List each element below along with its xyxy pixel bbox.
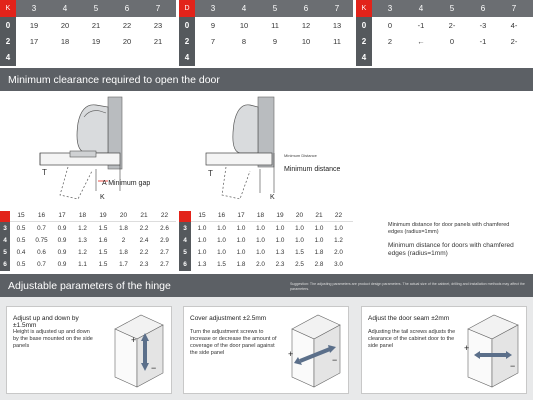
mid-table-cell: 1.0: [314, 237, 324, 244]
corner-letter: D: [184, 5, 190, 12]
mid-table-cell: 1.3: [197, 261, 207, 268]
top-table-cell: 8: [241, 37, 247, 46]
top-table-cell: 21: [153, 37, 163, 46]
mid-table-cell: 2.6: [160, 225, 169, 232]
mid-table-cell: 2.7: [160, 249, 169, 256]
mid-table-cell: 0.4: [16, 249, 26, 256]
section-title-2: Adjustable parameters of the hinge: [8, 280, 171, 292]
mid-table-cell: 2.0: [256, 261, 265, 268]
svg-text:+: +: [464, 343, 470, 353]
section-title: Minimum clearance required to open the door: [8, 74, 220, 86]
panel-desc: [190, 329, 282, 357]
panel-desc: [13, 329, 95, 350]
mid-table-cell: 2.7: [160, 261, 169, 268]
top-table-header-cell: 5: [272, 4, 278, 13]
mid-table-cell: 2.3: [139, 261, 149, 268]
panel-desc: [368, 329, 458, 350]
top-table-cell: 10: [301, 37, 311, 46]
mid-table-row-label: 3: [3, 225, 7, 232]
top-table-cell: 17: [29, 37, 39, 46]
hinge-diagram-right: [200, 93, 340, 205]
top-table-header-cell: 4: [241, 4, 247, 13]
mid-table-header-cell: 19: [276, 212, 284, 219]
mid-table-header-cell: 22: [334, 212, 343, 219]
top-table-row-label: 2: [5, 37, 11, 46]
top-table-cell: 10: [239, 21, 249, 30]
top-table-cell: -1: [479, 37, 487, 46]
top-table-row-label: 4: [5, 53, 11, 62]
mid-table-row-label: 6: [183, 261, 187, 268]
a-min-gap-label: A Minimum gap: [102, 180, 151, 187]
mid-table-row-label: 5: [3, 249, 7, 256]
top-table-row-label: 0: [361, 21, 367, 30]
top-table-cell: 7: [210, 37, 216, 46]
top-table-cell: 11: [271, 21, 279, 30]
top-table-header-cell: 5: [449, 4, 455, 13]
min-distance-label: Minimum distance: [284, 166, 340, 173]
mid-table-cell: 1.0: [256, 225, 265, 232]
svg-text:−: −: [332, 355, 338, 365]
mid-table-cell: 1.0: [236, 225, 246, 232]
mid-table-cell: 0.9: [57, 225, 67, 232]
mid-table-cell: 1.3: [78, 237, 87, 244]
mid-table-header-cell: 15: [17, 212, 25, 219]
mid-table-cell: 1.0: [334, 225, 343, 232]
top-table-header-cell: 3: [210, 4, 216, 13]
top-table-cell: 19: [29, 21, 39, 30]
mid-table-header-cell: 20: [119, 212, 128, 219]
top-table-row-label: 2: [361, 37, 367, 46]
panel-desc-text: Adjusting the tail screws adjusts the clearance of the cabinet door to the side panel: [368, 329, 456, 349]
cover-illustration: [282, 311, 346, 391]
mid-table-cell: 2.3: [275, 261, 285, 268]
note-small-text: Minimum distance for door panels with chamfered edges (radius=1mm): [388, 222, 510, 235]
panel-title-text: Adjust the door seam ±2mm: [368, 315, 450, 322]
top-table-cell: 23: [153, 21, 163, 30]
min-distance-small-label: Minimum Distance: [284, 153, 317, 158]
top-table-cell: 2: [387, 37, 393, 46]
up-down-illustration: [105, 311, 169, 391]
mid-table-header-cell: 17: [58, 212, 66, 219]
top-table-row-label: 0: [5, 21, 11, 30]
mid-table-cell: 1.0: [236, 237, 246, 244]
mid-table-header-cell: 16: [217, 212, 226, 219]
mid-table-header-cell: 18: [256, 212, 265, 219]
top-table-row-label: 4: [361, 53, 367, 62]
mid-table-cell: 2.9: [160, 237, 169, 244]
mid-table-cell: 1.0: [275, 225, 285, 232]
top-table-row-label: 2: [184, 37, 190, 46]
top-table-header-cell: 7: [511, 4, 517, 13]
t-label: T: [42, 168, 47, 177]
mid-table-header-cell: 21: [315, 212, 323, 219]
top-table-cell: 11: [333, 37, 341, 46]
mid-table-cell: 0.5: [16, 225, 26, 232]
mid-table-cell: 0.75: [35, 237, 48, 244]
k-label: K: [100, 194, 105, 201]
top-table-cell: ←: [417, 37, 425, 46]
mid-table-cell: 1.0: [314, 225, 324, 232]
svg-text:−: −: [151, 363, 157, 373]
mid-table-cell: 1.0: [275, 237, 285, 244]
section2-footnote: [290, 282, 528, 292]
mid-table-cell: 1.5: [98, 261, 108, 268]
panel-desc-text: Turn the adjustment screws to increase or decrease the amount of coverage of the door panel against the side panel: [190, 329, 277, 356]
top-table-row-label: 4: [184, 53, 190, 62]
top-table-cell: 21: [91, 21, 101, 30]
mid-table-cell: 2.2: [139, 249, 149, 256]
top-table-cell: 20: [122, 37, 132, 46]
svg-text:+: +: [131, 335, 137, 345]
top-table-cell: 19: [91, 37, 101, 46]
corner-letter: K: [5, 5, 11, 12]
top-table-cell: 0: [387, 21, 393, 30]
note-large-text: Minimum distance for doors with chamfered edges (radius=1mm): [388, 242, 514, 257]
top-table-header-cell: 4: [62, 4, 68, 13]
top-table-cell: 0: [449, 37, 455, 46]
top-table-cell: 13: [332, 21, 342, 30]
svg-text:+: +: [288, 349, 294, 359]
mid-table-cell: 0.7: [37, 225, 46, 232]
mid-table-cell: 1.1: [78, 261, 87, 268]
top-table-header-cell: 3: [31, 4, 37, 13]
mid-table-cell: 1.5: [98, 225, 108, 232]
mid-table-2-corner: [179, 211, 191, 222]
mid-table-row-label: 3: [183, 225, 187, 232]
top-table-cell: 12: [301, 21, 311, 30]
top-table-header-cell: 6: [480, 4, 486, 13]
mid-table-header-cell: 21: [140, 212, 148, 219]
mid-table-cell: 1.8: [236, 261, 246, 268]
mid-table-cell: 1.0: [295, 237, 304, 244]
mid-table-cell: 1.5: [217, 261, 226, 268]
mid-table-cell: 1.0: [295, 225, 304, 232]
mid-table-cell: 1.6: [98, 237, 108, 244]
corner-letter: K: [361, 5, 367, 12]
t-label-right: T: [208, 169, 213, 178]
mid-table-cell: 1.0: [236, 249, 246, 256]
top-table-header-cell: 7: [155, 4, 161, 13]
mid-table-cell: 1.0: [256, 237, 265, 244]
mid-table-cell: 2.0: [334, 249, 343, 256]
top-table-cell: 9: [272, 37, 278, 46]
k-label-right: K: [270, 194, 275, 201]
mid-table-cell: 2.4: [139, 237, 149, 244]
mid-table-header-cell: 22: [160, 212, 169, 219]
mid-table-row-label: 4: [183, 237, 187, 244]
top-table-cell: -1: [417, 21, 425, 30]
mid-table-header-cell: 19: [99, 212, 107, 219]
mid-table-cell: 1.0: [217, 237, 226, 244]
mid-table-cell: 1.0: [217, 225, 226, 232]
top-table-header-cell: 7: [334, 4, 340, 13]
top-table-cell: 9: [210, 21, 216, 30]
mid-table-cell: 1.8: [314, 249, 324, 256]
mid-table-cell: 1.8: [119, 225, 128, 232]
top-table-header-cell: 5: [93, 4, 99, 13]
mid-table-cell: 1.5: [295, 249, 304, 256]
mid-table-header-cell: 16: [37, 212, 46, 219]
panel-title: [13, 315, 103, 329]
mid-table-cell: 2: [121, 237, 126, 244]
mid-table-cell: 2.2: [139, 225, 149, 232]
note-large: [388, 242, 523, 258]
mid-table-header-cell: 17: [237, 212, 245, 219]
mid-table-cell: 1.0: [217, 249, 226, 256]
mid-table-cell: 1.0: [256, 249, 265, 256]
top-table-cell: 18: [60, 37, 70, 46]
top-table-1-corner: [0, 0, 16, 17]
mid-table-cell: 1.3: [275, 249, 285, 256]
mid-table-cell: 0.9: [57, 249, 67, 256]
hinge-diagram-left: [30, 93, 180, 205]
top-table-cell: 22: [122, 21, 132, 30]
top-table-3-corner: [356, 0, 372, 17]
mid-table-cell: 1.2: [78, 225, 87, 232]
top-table-cell: 2-: [510, 37, 518, 46]
mid-table-header-cell: 20: [295, 212, 304, 219]
top-table-cell: -3: [479, 21, 487, 30]
svg-text:−: −: [510, 361, 516, 371]
mid-table-cell: 1.2: [334, 237, 343, 244]
door-seam-illustration: [460, 311, 524, 391]
top-table-cell: 20: [60, 21, 70, 30]
mid-table-row-label: 4: [3, 237, 7, 244]
top-table-header-cell: 6: [303, 4, 309, 13]
top-table-header-cell: 3: [387, 4, 393, 13]
top-table-header-cell: 6: [124, 4, 130, 13]
top-table-row-label: 0: [184, 21, 190, 30]
mid-table-header-cell: 18: [78, 212, 87, 219]
mid-table-row-label: 5: [183, 249, 187, 256]
mid-table-cell: 1.0: [197, 249, 207, 256]
mid-table-cell: 0.5: [16, 237, 26, 244]
mid-table-cell: 0.9: [57, 261, 67, 268]
note-small: [388, 222, 523, 236]
clearance-section-header: [0, 68, 533, 91]
top-table-2-corner: [179, 0, 195, 17]
panel-up-down: [6, 306, 172, 394]
top-table-cell: 4-: [510, 21, 518, 30]
mid-table-cell: 1.5: [98, 249, 108, 256]
panel-door-seam: [361, 306, 527, 394]
mid-table-cell: 0.6: [37, 249, 46, 256]
panel-title-text: Cover adjustment ±2.5mm: [190, 315, 267, 322]
mid-table-cell: 0.9: [57, 237, 67, 244]
footnote-text: Suggestion: The adjusting parameters are product design parameters. The actual size of the cabinet, drilling and installation methods may affect the parameters.: [290, 282, 525, 291]
panel-title-text: Adjust up and down by ±1.5mm: [13, 315, 79, 329]
mid-table-cell: 0.5: [16, 261, 26, 268]
panel-cover: [183, 306, 349, 394]
mid-table-cell: 2.5: [295, 261, 304, 268]
mid-table-cell: 1.0: [197, 237, 207, 244]
panel-desc-text: Height is adjusted up and down by the base mounted on the side panels: [13, 329, 93, 349]
mid-table-cell: 1.0: [197, 225, 207, 232]
mid-table-cell: 2.8: [314, 261, 324, 268]
top-table-header-cell: 4: [418, 4, 424, 13]
mid-table-cell: 1.8: [119, 249, 128, 256]
mid-table-cell: 1.7: [119, 261, 128, 268]
panel-title: [368, 315, 468, 322]
mid-table-header-cell: 15: [198, 212, 206, 219]
mid-table-cell: 0.7: [37, 261, 46, 268]
mid-table-cell: 3.0: [334, 261, 343, 268]
mid-table-row-label: 6: [3, 261, 7, 268]
mid-table-1-corner: [0, 211, 10, 222]
mid-table-cell: 1.2: [78, 249, 87, 256]
top-table-cell: 2-: [448, 21, 456, 30]
